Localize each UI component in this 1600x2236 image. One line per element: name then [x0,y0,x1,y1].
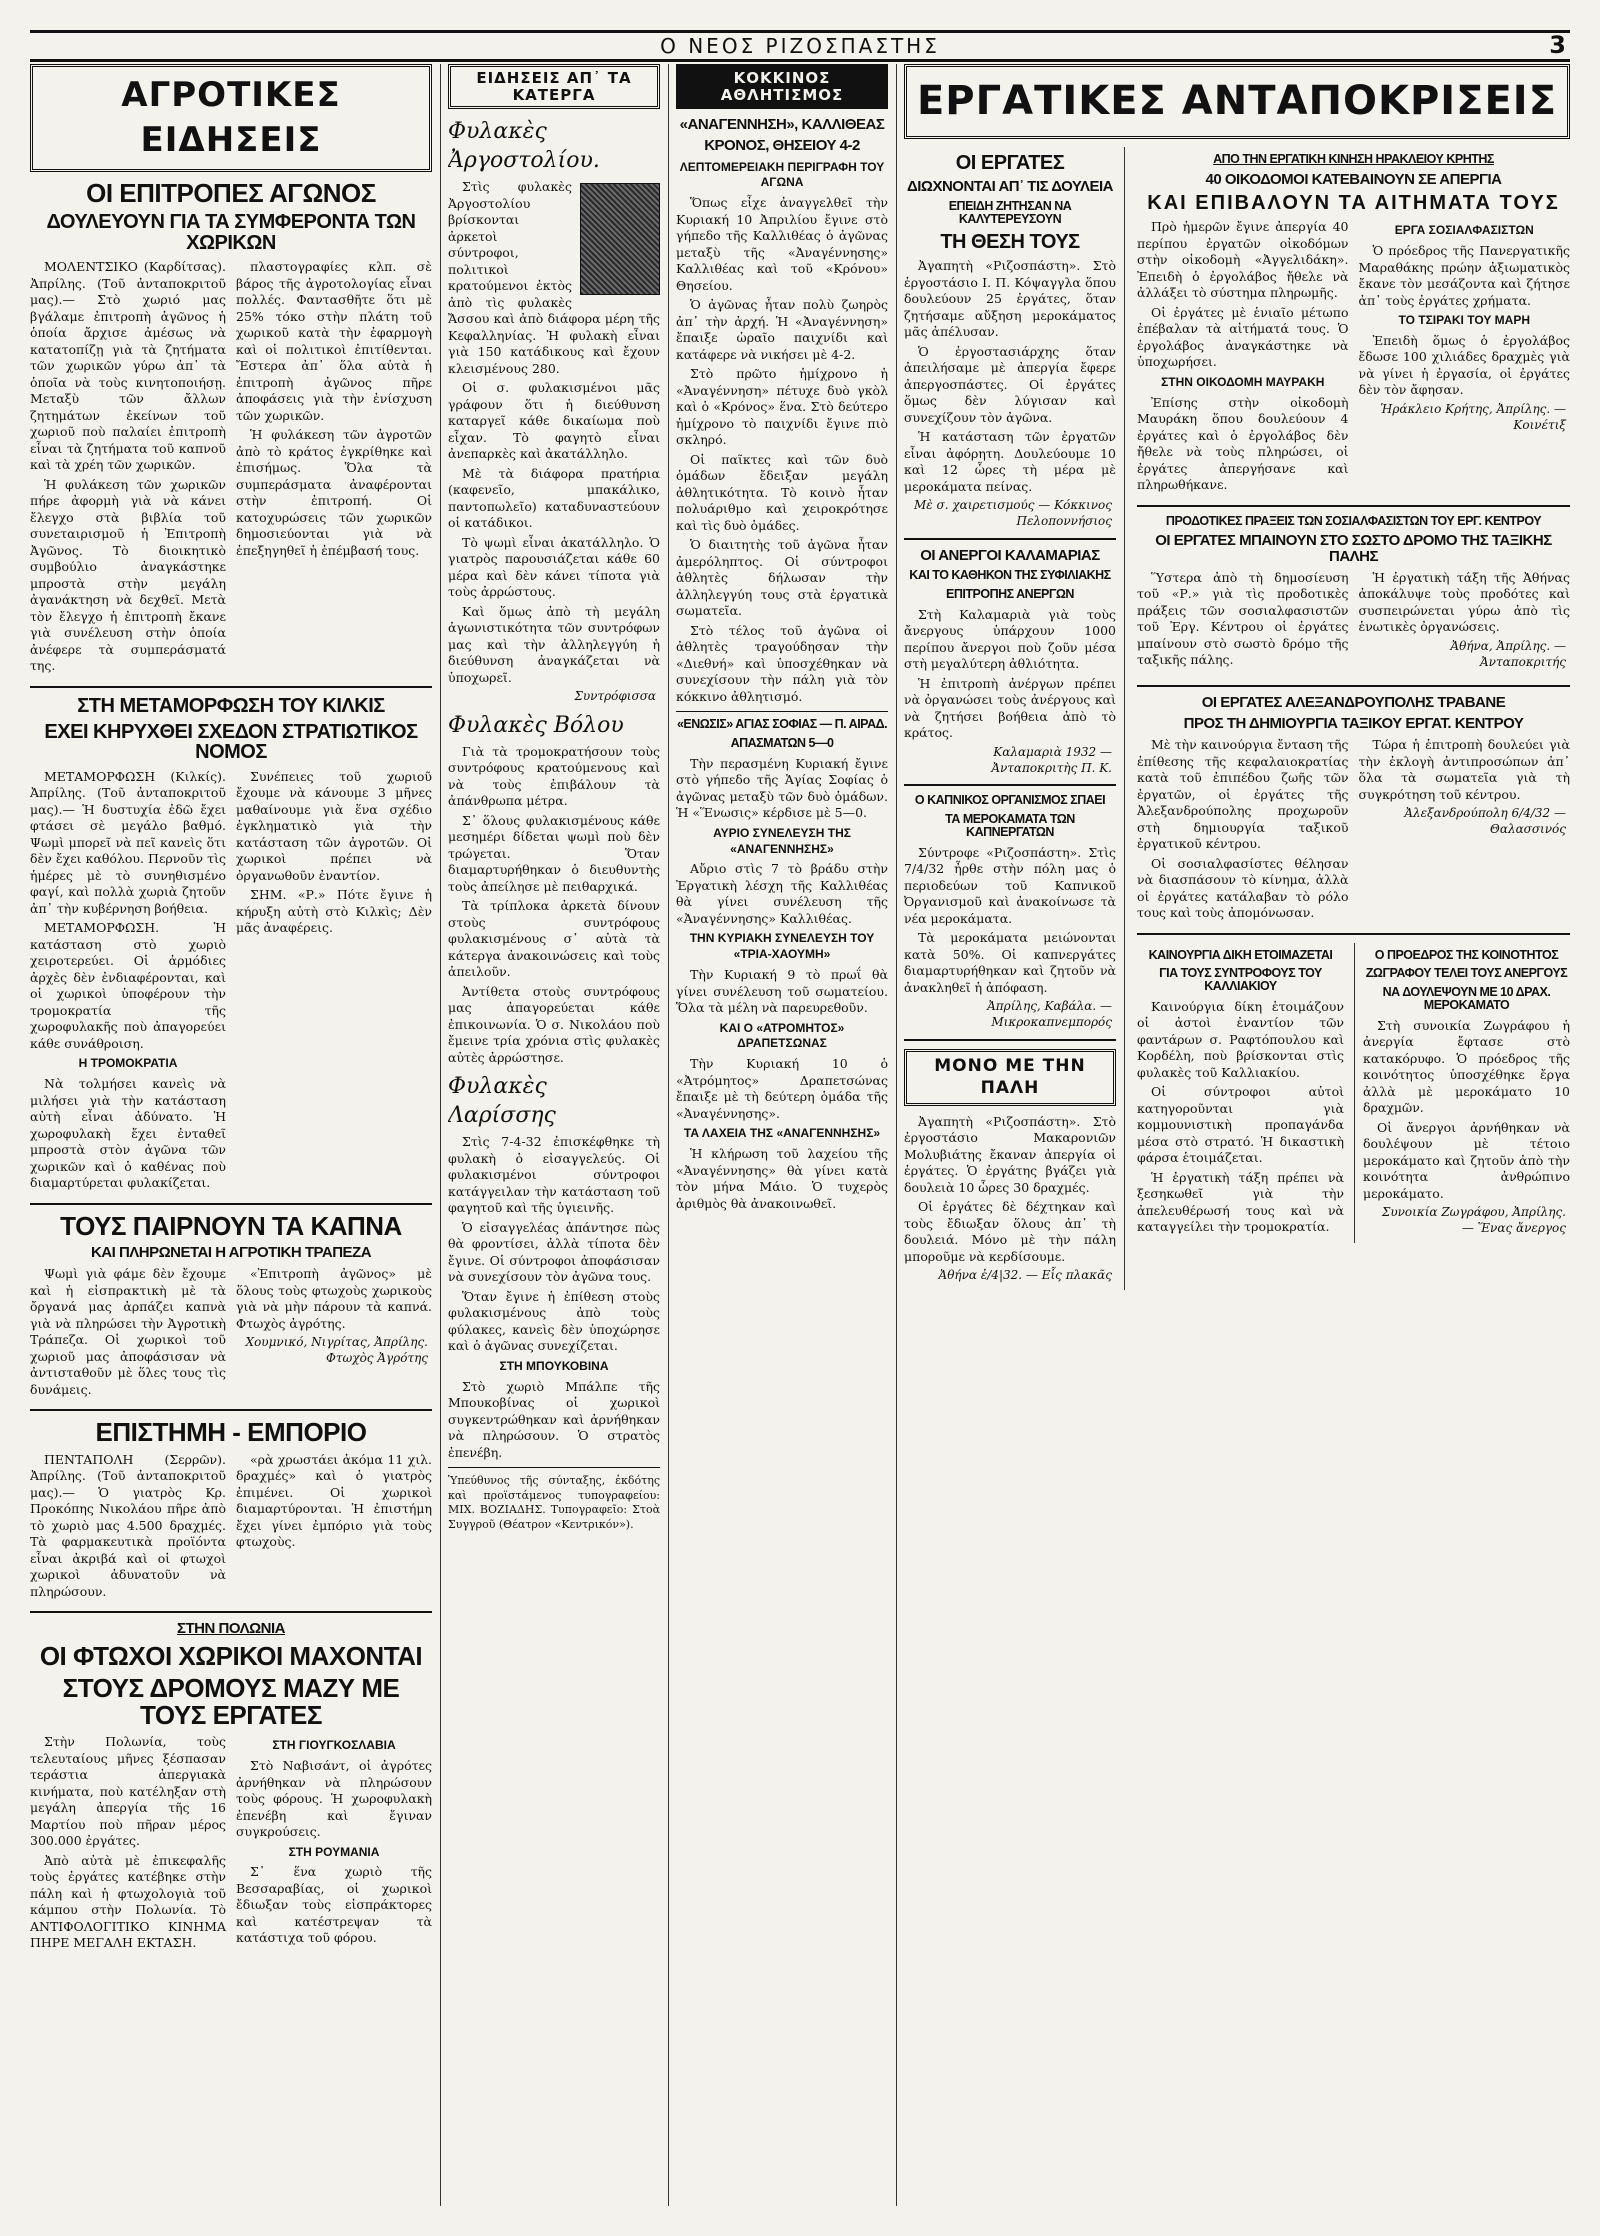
paragraph: πλαστογραφίες κλπ. σὲ βάρος τῆς ἀγροτολογίας εἶναι πολλές. Φαντασθῆτε ὅτι μὲ 25% τόκο στὴν πλάτη τοῦ χωρικοῦ κατὰ τὴν ἐφαρμογὴ καὶ οἱ πολιτικοὶ ἐπιτίθενται. Ἔστερα ἀπ᾿ ὅλα αὐτὰ ἡ ἐπιτροπὴ ἀγῶνος πῆρε ἀποφάσεις γιὰ τὴν ἐνίσχυση τῶν χωρικῶν. [236,259,432,423]
paragraph: Καινούργια δίκη ἑτοιμάζουν οἱ ἀστοὶ ἐναντίον τῶν φαντάρων σ. Ραφτόπουλου καὶ Κορδέλη, ποὺ βρίσκονται στὶς φυλακὲς τοῦ Καλλιακίου. [1137,998,1344,1080]
paragraph: Ὁ πρόεδρος τῆς Πανεργατικῆς Μαραθάκης πρώην ἀξιωματικὸς ἔκανε τὸν μεσάζοντα καὶ ζήτησε ἀπ᾿ τοὺς ἐργάτες χρήματα. [1358,243,1570,308]
paragraph: Ἐπίσης στὴν οἰκοδομὴ Μαυράκη ὅπου δουλεύουν 4 ἐργάτες καὶ ὁ ἐργολάβος δὲν ἤθελε νὰ τοὺς πληρώσει, οἱ ἐργάτες ἀπεργήσανε καὶ πληρωθήκανε. [1137,394,1349,493]
headline: «ΑΝΑΓΕΝΝΗΣΗ», ΚΑΛΛΙΘΕΑΣ [679,116,885,133]
paragraph: Ἀγαπητὴ «Ριζοσπάστη». Στὸ ἐργοστάσιο Ι. Π. Κόψαγγλα ὅπου δουλεύουν 25 ἐργάτες, ὅταν ζητήσαμε αὔξηση μεροκάματος μᾶς ἀπέλυσαν. [904,258,1116,340]
paragraph: ΠΕΝΤΑΠΟΛΗ (Σερρῶν). Ἀπρίλης. (Τοῦ ἀνταποκριτοῦ μας).— Ὁ γιατρὸς Κρ. Προκόπης Νικολάου πῆρε ἀπὸ τὸ χωριὸ μας 4.500 δραχμές. Τὰ φαρμακευτικὰ προϊόντα εἶναι ἀκριβά καὶ οἱ φτωχοὶ χωρικοὶ ἀδυνατοῦν νὰ πληρώσουν. [30,1451,226,1599]
paragraph: Τὴν περασμένη Κυριακή ἔγινε στὸ γήπεδο τῆς Ἁγίας Σοφίας ὁ ἀγῶνας μεταξὺ τῶν δυὸ ὁμάδων. Ἡ «Ἕνωσις» κέρδισε μὲ 5—0. [676,755,888,821]
paragraph: Στὶς 7-4-32 ἐπισκέφθηκε τὴ φυλακὴ ὁ εἰσαγγελεύς. Οἱ φυλακισμένοι σύντροφοι κατάγγειλαν τὴν κατάσταση τοῦ φαγητοῦ καὶ τῆς ὑγιεινῆς. [448,1134,660,1216]
subheading: ΣΤΗ ΜΠΟΥΚΟΒΙΝΑ [499,1358,609,1373]
paragraph: Οἱ ἄνεργοι ἀρνήθηκαν νὰ δουλέψουν μὲ τέτοιο μεροκάματο καὶ ζητοῦν ἀπὸ τὴν κοινότητα ἀνθρώπινο μεροκάματο. [1363,1119,1570,1201]
headline: ΟΙ ΕΡΓΑΤΕΣ ΑΛΕΞΑΝΔΡΟΥΠΟΛΗΣ ΤΡΑΒΑΝΕ [1201,693,1506,711]
subheading: Η ΤΡΟΜΟΚΡΑΤΙΑ [78,1056,178,1071]
paragraph: Ὁ ἐργοστασιάρχης ὅταν ἀπειλήσαμε μὲ ἀπεργία ἔφερε ἀπεργοσπάστες. Οἱ ἐργάτες ὅμως δὲν λύγισαν καὶ συνεχίζουν τὸν ἀγῶνα. [904,343,1116,425]
paragraph: Οἱ σ. φυλακισμένοι μᾶς γράφουν ὅτι ἡ διεύθυνση καταργεῖ κάθε δικαίωμα ποὺ εἶχαν. Τὸ φαγητὸ εἶναι ἀνεπαρκὲς καὶ ἀκατάλληλο. [448,380,660,462]
paragraph: Ἀγαπητὴ «Ριζοσπάστη». Στὸ ἐργοστάσιο Μακαρονιῶν Μολυβιάτης ἔκαναν ἀπεργία οἱ ἐργάτες. Ὁ ἐργάτης βγάζει γιὰ δουλειὰ 10 ὧρες 30 δραχμές. [904,1113,1116,1195]
signature: Ἀλεξανδρούπολη 6/4/32 — Θαλασσινός [1404,806,1566,836]
headline-sub: ΔΟΥΛΕΥΟΥΝ ΓΙΑ ΤΑ ΣΥΜΦΕΡΟΝΤΑ ΤΩΝ ΧΩΡΙΚΩΝ [46,211,416,254]
headline-sub: ΓΙΑ ΤΟΥΣ ΣΥΝΤΡΟΦΟΥΣ ΤΟΥ ΚΑΛΛΙΑΚΙΟΥ [1159,966,1322,994]
headline-sub: ΕΧΕΙ ΚΗΡΥΧΘΕΙ ΣΧΕΔΟΝ ΣΤΡΑΤΙΩΤΙΚΟΣ ΝΟΜΟΣ [44,720,418,764]
paragraph: Καὶ ὅμως ἀπὸ τὴ μεγάλη ἀγωνιστικότητα τῶν συντρόφων μας καὶ τὴν ἀλληλεγγύη ἡ διεύθυνση ἀναγκάζεται νὰ ὑποχωρεῖ. [448,603,660,685]
editor-note: ΣΗΜ. «Ρ.» Πότε ἔγινε ἡ κήρυξη αὐτὴ στὸ Κιλκὶς; Δὲν μᾶς ἀναφέρεις. [236,887,432,936]
newspaper-title: Ο ΝΕΟΣ ΡΙΖΟΣΠΑΣΤΗΣ [646,34,954,58]
paragraph: Ὁ ἀγῶνας ἦταν πολὺ ζωηρὸς ἀπ᾿ τὴν ἀρχή. Ἡ «Ἀναγέννηση» ἔπαιξε ὡραῖο παιχνίδι καὶ κατάφερε νὰ νικήσει μὲ 4-2. [676,297,888,362]
headline-sub: ΚΑΙ ΕΠΙΒΑΛΟΥΝ ΤΑ ΑΙΤΗΜΑΤΑ ΤΟΥΣ [1147,191,1560,214]
headline: ΚΑΙΝΟΥΡΓΙΑ ΔΙΚΗ ΕΤΟΙΜΑΖΕΤΑΙ [1148,947,1333,962]
paragraph: Τώρα ἡ ἐπιτροπὴ δουλεύει γιὰ τὴν ἐκλογὴ ἀντιπροσώπων ἀπ᾿ ὅλα τὰ σωματεῖα γιὰ τὴ συγκρότηση τοῦ κέντρου. [1358,737,1570,802]
headline: ΣΤΗ ΜΕΤΑΜΟΡΦΩΣΗ ΤΟΥ ΚΙΛΚΙΣ [77,694,385,717]
subheading: ΤΟ ΤΣΙΡΑΚΙ ΤΟΥ ΜΑΡΗ [1398,313,1531,328]
paragraph: Ἡ φυλάκεση τῶν χωρικῶν πήρε ἀφορμὴ γιὰ νὰ κάνει ἔλεγχο στὰ βιβλία τοῦ συνεταιρισμοῦ ἡ Ἐπιτροπὴ Ἀγῶνος. Τὸ διοικητικὸ συμβούλιο ἀναγκάστηκε μπροστὰ στὴν μεγάλη ἀγανάκτηση νὰ δεχθεῖ. Μετὰ τὸν ἔλεγχο ἡ ἐπιτροπὴ ἔκανε γιὰ συνέλευση στὴν ὁποία ἀνέφερε τὰ συμπεράσματά της. [30,476,226,674]
headline: Φυλακὲς Λαρίσσης [448,1074,556,1129]
signature: Συνοικία Ζωγράφου, Ἀπρίλης. — Ἕνας ἄνεργος [1381,1205,1566,1235]
section-header-agricultural: ΑΓΡΟΤΙΚΕΣ ΕΙΔΗΣΕΙΣ [30,64,432,172]
subheading: ΤΑ ΛΑΧΕΙΑ ΤΗΣ «ΑΝΑΓΕΝΝΗΣΗΣ» [683,1126,881,1141]
paragraph: Ὁ εἰσαγγελέας ἀπάντησε πὼς θὰ φροντίσει, ἀλλὰ τίποτα δὲν ἔγινε. Οἱ σύντροφοι ἀποφάσισαν νὰ συνεχίσουν τὸν ἀγῶνα τους. [448,1219,660,1285]
headline: Ο ΠΡΟΕΔΡΟΣ ΤΗΣ ΚΟΙΝΟΤΗΤΟΣ [1374,947,1559,962]
article-argostoli-prison [448,117,660,705]
paragraph: Στὸ πρῶτο ἡμίχρονο ἡ «Ἀναγέννηση» πέτυχε δυὸ γκὸλ καὶ ὁ «Κρόνος» ἕνα. Στὸ δεύτερο ἡμίχρονο τὸ παιχνίδι ἔγινε πιὸ σκληρό. [676,366,888,448]
paragraph: Οἱ σύντροφοι αὐτοὶ κατηγοροῦνται γιὰ κομμουνιστικὴ προπαγάνδα μέσα στὸ στρατό. Ἡ δικαστικὴ φάρσα ἑτοιμάζεται. [1137,1084,1344,1166]
article-zografou-president [1354,943,1570,1243]
article-alexandroupoli-workers [1137,695,1570,925]
subheading: ΣΤΗ ΓΙΟΥΓΚΟΣΛΑΒΙΑ [272,1738,396,1753]
headline: ΟΙ ΕΠΙΤΡΟΠΕΣ ΑΓΩΝΟΣ [86,177,376,208]
paragraph: Στὶς φυλακὲς Ἀργοστολίου βρίσκονται ἀρκετοὶ σύντροφοι, πολιτικοὶ κρατούμενοι ἐκτὸς ἀπὸ τὶς φυλακὲς Ἄσσου καὶ ἀπὸ διάφορα μέρη τῆς Κεφαλληνίας. Ἡ φυλακὴ εἶναι γιὰ 150 κατάδικους καὶ ἔχουν κλεισμένους 280. [448,179,660,376]
article-workers-fired [904,153,1116,530]
paragraph: Στὸ Ναβισάντ, οἱ ἀγρότες ἀρνήθηκαν νὰ πληρώσουν τοὺς φόρους. Ἡ χωροφυλακὴ ἐπενέβη καὶ ἔγιναν συγκρούσεις. [236,1758,432,1840]
headline: ΟΙ ΕΡΓΑΤΕΣ [955,151,1065,174]
imprint: Ὑπεύθυνος τῆς σύνταξης, ἐκδότης καὶ προϊστάμενος τυπογραφείου: ΜΙΧ. ΒΟΖΙΑΔΗΣ. Τυπογραφεῖο: Στοὰ Συγγροῦ (Θέατρον «Κεντρικόν»). [448,1474,660,1531]
kicker: ΣΤΗΝ ΠΟΛΩΝΙΑ [177,1620,285,1638]
subheading: ΚΑΙ Ο «ΑΤΡΟΜΗΤΟΣ» ΔΡΑΠΕΤΣΩΝΑΣ [719,1020,845,1051]
headline-sub: ΕΠΙΤΡΟΠΗΣ ΑΝΕΡΓΩΝ [946,587,1074,602]
headline-sub: ΕΠΕΙΔΗ ΖΗΤΗΣΑΝ ΝΑ ΚΑΛΥΤΕΡΕΥΣΟΥΝ [948,199,1072,227]
section-header-prisons: ΕΙΔΗΣΕΙΣ ΑΠ᾿ ΤΑ ΚΑΤΕΡΓΑ [448,64,660,109]
headline-sub: ΚΑΙ ΠΛΗΡΩΝΕΤΑΙ Η ΑΓΡΟΤΙΚΗ ΤΡΑΠΕΖΑ [90,1244,372,1262]
headline-sub: ΟΙ ΕΡΓΑΤΕΣ ΜΠΑΙΝΟΥΝ ΣΤΟ ΣΩΣΤΟ ΔΡΟΜΟ ΤΗΣ ΤΑΞΙΚΗΣ ΠΑΛΗΣ [1155,532,1552,565]
paragraph: Τὴν Κυριακή 10 ὁ «Ἀτρόμητος» Δραπετσώνας ἔπαιξε μὲ τὴ δεύτερη ὁμάδα τῆς «Ἀναγέννησης». [676,1056,888,1121]
headline-sub: ΣΤΟΥΣ ΔΡΟΜΟΥΣ ΜΑΖΥ ΜΕ ΤΟΥΣ ΕΡΓΑΤΕΣ [62,1673,400,1730]
headline: ΟΙ ΦΤΩΧΟΙ ΧΩΡΙΚΟΙ ΜΑΧΟΝΤΑΙ [39,1640,423,1671]
signature: Χουμνικό, Νιγρίτας, Ἀπρίλης. Φτωχὸς Ἀγρότης [245,1335,428,1366]
headline-sub: ΝΑ ΔΟΥΛΕΨΟΥΝ ΜΕ 10 ΔΡΑΧ. ΜΕΡΟΚΑΜΑΤΟ [1382,985,1551,1012]
paragraph: Ἀντίθετα στοὺς συντρόφους μας ἀπαγορεύεται κάθε ἐπικοινωνία. Ὁ σ. Νικολάου ποὺ ἔμεινε τρία χρόνια στὶς φυλακὲς αὐτὲς ἀρρώστησε. [448,983,660,1065]
paragraph: Οἱ παῖκτες καὶ τῶν δυὸ ὁμάδων ἔδειξαν μεγάλη ἀθλητικότητα. Τὸ κοινὸ ἦταν πολυάριθμο καὶ χειροκρότησε καὶ τὶς δυὸ ὁμάδες. [676,451,888,533]
headline-sub: ΠΡΟΣ ΤΗ ΔΗΜΙΟΥΡΓΙΑ ΤΑΞΙΚΟΥ ΕΡΓΑΤ. ΚΕΝΤΡΟΥ [1183,714,1524,732]
paragraph: «Ἐπιτροπὴ ἀγῶνος» μὲ ὅλους τοὺς φτωχοὺς χωρικοὺς γιὰ νὰ μὴν πάρουν τὰ καπνά. Φτωχὸς ἀγρότης. [236,1266,432,1331]
paragraph: Τὸ ψωμὶ εἶναι ἀκατάλληλο. Ὁ γιατρὸς παρουσιάζεται κάθε 60 μέρα καὶ δὲν κάνει τίποτα γιὰ τοὺς ἀρρώστους. [448,534,660,600]
paragraph: Ὅταν ἔγινε ἡ ἐπίθεση στοὺς φυλακισμένους ἀπὸ τοὺς φύλακες, κανεὶς δὲν ὑποχώρησε καὶ ὁ ἀγῶνας συνεχίζεται. [448,1288,660,1354]
paragraph: «ρὰ χρωστάει ἀκόμα 11 χιλ. δραχμές» καὶ ὁ γιατρὸς ἐπιμένει. Οἱ χωρικοὶ διαμαρτύρονται. Ἡ ἐπιστήμη ἔχει γίνει ἐμπόριο γιὰ τοὺς φτωχοὺς. [236,1451,432,1550]
section-header-workers: ΕΡΓΑΤΙΚΕΣ ΑΝΤΑΠΟΚΡΙΣΕΙΣ [904,64,1570,139]
headline-sub: ΤΗ ΘΕΣΗ ΤΟΥΣ [940,230,1080,253]
article-enosis-agia-sofia [676,718,888,1212]
paragraph: Σύντροφε «Ριζοσπάστη». Στὶς 7/4/32 ἦρθε στὴν πόλη μας ὁ περιοδεύων τοῦ Καπνικοῦ Ὀργανισμοῦ καὶ ἀνακοίνωσε τὰ νέα μεροκάματα. [904,844,1116,926]
paragraph: Ἡ κατάσταση τῶν ἐργατῶν εἶναι ἀφόρητη. Δουλεύουμε 10 καὶ 12 ὧρες τὴ μέρα μὲ μεροκάματα πείνας. [904,429,1116,494]
paragraph: Ἡ ἐργατικὴ τάξη τῆς Ἀθήνας ἀποκάλυψε τοὺς προδότες καὶ συσπειρώνεται γύρω ἀπὸ τὶς ἑνωτικὲς ὀργανώσεις. [1358,569,1570,635]
headline: ΠΡΟΔΟΤΙΚΕΣ ΠΡΑΞΕΙΣ ΤΩΝ ΣΟΣΙΑΛΦΑΣΙΣΤΩΝ ΤΟΥ ΕΡΓ. ΚΕΝΤΡΟΥ [1165,513,1542,528]
paragraph: Ψωμὶ γιὰ φάμε δὲν ἔχουμε καὶ ἡ εἰσπρακτικὴ μὲ τὰ ὄργανά μας ἀρπάζει καπνὰ γιὰ νὰ πληρώσει τὴν Ἀγροτικὴ Τράπεζα. Οἱ χωρικοὶ τοῦ χωριοῦ μας ἀποφάσισαν νὰ ἀντισταθοῦν μὲ ὅλες τους τὶς δυνάμεις. [30,1266,226,1397]
subcolumn-left [904,147,1125,1290]
article-kilkis-martial-law [30,696,432,1195]
signature: Καλαμαριὰ 1932 — Ἀνταποκριτὴς Π. Κ. [991,744,1112,775]
portrait-image [580,183,660,295]
paragraph: ΜΕΤΑΜΟΡΦΩΣΗ (Κιλκίς). Ἀπρίλης. (Τοῦ ἀνταποκριτοῦ μας).— Ἡ δυστυχία ἐδῶ ἔχει φτάσει σὲ μεγάλο βαθμό. Ψωμὶ μπορεῖ νὰ πεῖ κανεὶς ὅτι δὲν ἔχει καθόλου. Περνοῦν τὶς ἡμέρες μὲ τὸ συνηθισμένο φαγί, καὶ πολλὰ χωριὰ ζητοῦν ἀπ᾿ τὴν κυβέρνηση βοήθεια. [30,768,226,916]
headline-sub: ΑΠΑΣΜΑΤΩΝ 5—0 [730,736,834,750]
paragraph: Στὴ Καλαμαριὰ γιὰ τοὺς ἄνεργους ὑπάρχουν 1000 περίπου ἄνεργοι ποὺ ζοῦν μέσα στὴ μεγαλύτερη ἀθλιότητα. [904,606,1116,672]
headline: ΜΟΝΟ ΜΕ ΤΗΝ ΠΑΛΗ [904,1049,1116,1106]
signature: Μὲ σ. χαιρετισμούς — Κόκκινος Πελοποννήσιος [913,498,1112,529]
paragraph: Ἡ ἐπιτροπὴ ἀνέργων πρέπει νὰ ὀργανώσει τοὺς ἀνέργους καὶ νὰ ζητήσει βοήθεια ἀπὸ τὸ κράτος. [904,675,1116,741]
paragraph: Πρὸ ἡμερῶν ἔγινε ἀπεργία 40 περίπου ἐργατῶν οἰκοδόμων στὴν οἰκοδομὴ «Ἀγγελιδάκη». Ἐπειδὴ ὁ ἐργολάβος ἤθελε νὰ ἀλλάξει τὸ σύστημα πληρωμῆς. [1137,219,1349,301]
paragraph: Στὸ χωριὸ Μπάλπε τῆς Μπουκοβίνας οἱ χωρικοὶ συγκεντρώθηκαν καὶ ἀρνήθηκαν νὰ πληρώσουν. Ὁ στρατὸς ἐπενέβη. [448,1378,660,1460]
article-only-with-struggle [904,1049,1116,1284]
headline: ΟΙ ΑΝΕΡΓΟΙ ΚΑΛΑΜΑΡΙΑΣ [920,547,1100,565]
signature: Ἀθήνα ἐ/4|32. — Εἷς πλακᾶς [938,1268,1112,1283]
article-science-commerce [30,1419,432,1603]
paragraph: Ἡ φυλάκεση τῶν ἀγροτῶν ἀπὸ τὸ κράτος ἐγκρίθηκε καὶ ἐπισήμως. Ὅλα τὰ συμπεράσματα ἀναφέρονται στὴν ἐπιτροπή. Οἱ κατοχυρώσεις τῶν χωρικῶν δημοσιεύονται γιὰ νὰ ἐπεξηγηθεῖ ἡ ἐπέμβασή τους. [236,427,432,558]
paragraph: Συνέπειες τοῦ χωριοῦ ἔχουμε νὰ κάνουμε 3 μῆνες μαθαίνουμε γιὰ ἕνα σχέδιο ἐγκληματικὸ γιὰ τὴν κατάσταση τῶν ἀγροτῶν. Οἱ χωρικοὶ πρέπει νὰ ὀργανωθοῦν ἐναντίον. [236,768,432,883]
paragraph: Σ᾿ ὅλους φυλακισμένους κάθε μεσημέρι δίδεται ψωμὶ ποὺ δὲν τρώγεται. Ὅταν διαμαρτυρήθηκαν ὁ διευθυντὴς τοὺς ἀπείλησε μὲ πειθαρχικά. [448,812,660,894]
paragraph: Στὸ τέλος τοῦ ἀγῶνα οἱ ἀθλητὲς τραγούδησαν τὴν «Διεθνή» καὶ ὑποσχέθηκαν νὰ συνεχίσουν τὴν πάλη γιὰ τὸν κόκκινο ἀθλητισμό. [676,622,888,704]
article-volos-prison [448,711,660,1067]
article-tobacco-organization [904,794,1116,1030]
section-header-sports: ΚΟΚΚΙΝΟΣ ΑΘΛΗΤΙΣΜΟΣ [676,64,888,109]
paragraph: Ἀπὸ αὐτὰ μὲ ἐπικεφαλῆς τοὺς ἐργάτες κατέβηκε στὴν πάλη καὶ ἡ φτωχολογιὰ τοῦ κάμπου στὴν Πολωνία. Τὸ ΑΝΤΙΦΟΛΟΓΙΤΙΚΟ ΚΙΝΗΜΑ ΠΗΡΕ ΜΕΓΑΛΗ ΕΚΤΑΣΗ. [30,1852,226,1951]
paragraph: Ὅπως εἶχε ἀναγγελθεῖ τὴν Κυριακή 10 Ἀπριλίου ἔγινε στὸ γήπεδο τῆς Καλλιθέας ὁ ἀγῶνας μεταξὺ τῆς «Ἀναγέννησης» Καλλιθέας καὶ τοῦ «Κρόνου» Θησείου. [676,195,888,293]
subheading: ΣΤΗΝ ΟΙΚΟΔΟΜΗ ΜΑΥΡΑΚΗ [1161,374,1325,389]
paragraph: Οἱ ἐργάτες δὲ δέχτηκαν καὶ τοὺς ἔδιωξαν ὅλους ἀπ᾿ τὴ δουλειά. Μόνο μὲ τὴν πάλη μποροῦμε νὰ κερδίσουμε. [904,1199,1116,1264]
paragraph: Ἡ ἐργατικὴ τάξη πρέπει νὰ ξεσηκωθεῖ γιὰ τὴν ἀπελευθέρωσή τους καὶ νὰ καταγγείλει τὴν τρομοκρατία. [1137,1169,1344,1235]
masthead [30,30,1570,62]
subheading: ΣΤΗ ΡΟΥΜΑΝΙΑ [288,1844,380,1859]
paragraph: Νὰ τολμήσει κανεὶς νὰ μιλήσει γιὰ τὴν κατάσταση αὐτὴ εἶναι ἀδύνατο. Ἡ χωροφυλακὴ ἔχει ἐνταθεῖ μπροστὰ στὸν ἀγῶνα τῶν χωρικῶν καὶ ὁ καθένας ποὺ διαμαρτύρεται φυλακίζεται. [30,1076,226,1191]
paragraph: Τὴν Κυριακή 9 τὸ πρωΐ θὰ γίνει συνέλευση τοῦ σωματείου. Ὅλα τὰ μέλη νὰ παρευρεθοῦν. [676,967,888,1016]
headline: Φυλακὲς Βόλου [448,712,624,738]
headline-sub: ΔΙΩΧΝΟΝΤΑΙ ΑΠ᾿ ΤΙΣ ΔΟΥΛΕΙΑ [906,178,1114,196]
paragraph: Στὴν Πολωνία, τοὺς τελευταίους μῆνες ξέσπασαν τεράστια ἀπεργιακὰ κινήματα, ποὺ κατέληξαν στὴ μεγάλη ἀπεργία τῆς 16 Μαρτίου ποὺ πῆραν μέρος 300.000 ἐργάτες. [30,1734,226,1849]
article-heraklion-builders [1137,153,1570,497]
subcolumn-right [1137,147,1570,1290]
article-larissa-prison [448,1072,660,1532]
paragraph: Ὁ διαιτητὴς τοῦ ἀγῶνα ἦταν ἀμερόληπτος. Οἱ σύντροφοι ἀθλητὲς δήλωσαν τὴν ἀλληλεγγύη τους στὰ ἐργατικὰ σωματεῖα. [676,537,888,619]
article-struggle-committees [30,177,432,678]
subheading: ΤΗΝ ΚΥΡΙΑΚΗ ΣΥΝΕΛΕΥΣΗ ΤΟΥ «ΤΡΙΑ-ΧΑΟΥΜΗ» [689,931,875,962]
page-number: 3 [1549,31,1566,59]
subheading: ΕΡΓΑ ΣΟΣΙΑΛΦΑΣΙΣΤΩΝ [1394,223,1534,238]
headline: «ΕΝΩΣΙΣ» ΑΓΙΑΣ ΣΟΦΙΑΣ — Π. ΑΙΡΑΔ. [676,717,888,732]
headline: ΤΟΥΣ ΠΑΙΡΝΟΥΝ ΤΑ ΚΑΠΝΑ [60,1210,402,1241]
article-tobacco [30,1210,432,1402]
paragraph: Στὴ συνοικία Ζωγράφου ἡ ἀνεργία ἔφτασε στὸ κατακόρυφο. Ὁ πρόεδρος τῆς κοινότητος ὑποσχέθηκε ἔργα ἀλλὰ μὲ μεροκάματο 10 δραχμῶν. [1363,1017,1570,1116]
paragraph: Οἱ σοσιαλφασίστες θέλησαν νὰ διασπάσουν τὸ κίνημα, ἀλλὰ οἱ ἐργάτες κατάλαβαν τὸ ρόλο τους καὶ τοὺς ἀπομόνωσαν. [1137,855,1349,921]
headline-sub: ΚΑΙ ΤΟ ΚΑΘΗΚΟΝ ΤΗΣ ΣΥΦΙΛΙΑΚΗΣ [909,568,1111,583]
paragraph: Τὰ μεροκάματα μειώνονται κατὰ 50%. Οἱ καπνεργάτες διαμαρτυρήθηκαν καὶ ζητοῦν νὰ ἀνακληθεῖ ἡ ἀπόφαση. [904,930,1116,995]
paragraph: Αὔριο στὶς 7 τὸ βράδυ στὴν Ἐργατικὴ λέσχη τῆς Καλλιθέας θὰ γίνει συνέλευση τῆς «Ἀναγέννησης» Καλλιθέας. [676,861,888,926]
headline-sub: ΤΑ ΜΕΡΟΚΑΜΑΤΑ ΤΩΝ ΚΑΠΝΕΡΓΑΤΩΝ [945,812,1075,839]
column-red-sports [676,64,888,2206]
paragraph: Μὲ τὰ διάφορα πρατήρια (καφενεῖο, μπακάλικο, παντοπωλεῖο) καταδυναστεύουν οἱ κατάδικοι. [448,465,660,531]
paragraph: Ἡ κλήρωση τοῦ λαχείου τῆς «Ἀναγέννησης» θὰ γίνει κατὰ τὸν μήνα Μάιο. Ὁ τυχερὸς ἀριθμὸς θὰ ἀνακοινωθεῖ. [676,1146,888,1211]
article-anagennisi-kronos [676,117,888,705]
article-poland [30,1621,432,1954]
article-social-fascists [1137,515,1570,677]
kicker: ΑΠΟ ΤΗΝ ΕΡΓΑΤΙΚΗ ΚΙΝΗΣΗ ΗΡΑΚΛΕΙΟΥ ΚΡΗΤΗΣ [1213,151,1494,166]
paragraph: Ἐπειδὴ ὅμως ὁ ἐργολάβος ἔδωσε 100 χιλιάδες δραχμὲς γιὰ νὰ γίνει ἡ ἐργασία, οἱ ἐργάτες δὲν τὸν ἄφησαν. [1358,332,1570,398]
column-agricultural-news [30,64,432,2206]
headline-sub: ΖΩΓΡΑΦΟΥ ΤΕΛΕΙ ΤΟΥΣ ΑΝΕΡΓΟΥΣ [1365,966,1568,981]
paragraph: Γιὰ τὰ τρομοκρατήσουν τοὺς συντρόφους κρατούμενους καὶ νὰ τοὺς ἐπιβάλουν τὰ ἀπάνθρωπα μέτρα. [448,743,660,809]
headline: 40 ΟΙΚΟΔΟΜΟΙ ΚΑΤΕΒΑΙΝΟΥΝ ΣΕ ΑΠΕΡΓΙΑ [1205,170,1502,188]
paragraph: Τὰ τρίπλοκα ἀρκετὰ δίνουν στοὺς συντρόφους φυλακισμένους σ᾿ αὐτὰ τὰ κάτεργα ἀνακοινώσεις καὶ τοὺς ἀπειλοῦν. [448,898,660,980]
headline: Ο ΚΑΠΝΙΚΟΣ ΟΡΓΑΝΙΣΜΟΣ ΣΠΑΕΙ [914,793,1106,808]
paragraph: Μὲ τὴν καινούργια ἔνταση τῆς ἐπίθεσης τῆς κεφαλαιοκρατίας κατὰ τοῦ ἐπιπέδου ζωῆς τῶν ἐργατῶν, οἱ ἐργάτες τῆς Ἀλεξανδρούπολης προχωροῦν στὴ δημιουργία ταξικοῦ ἐργατικοῦ κέντρου. [1137,737,1349,852]
column-workers-reports [904,64,1570,2206]
article-new-trial [1137,943,1344,1243]
paragraph: Ὕστερα ἀπὸ τὴ δημοσίευση τοῦ «Ρ.» γιὰ τὶς προδοτικὲς πράξεις τῶν σοσιαλφασιστῶν τοῦ Ἐργ. Κέντρου οἱ ἐργάτες μπαίνουν στὸ σωστὸ δρόμο τῆς ταξικῆς πάλης. [1137,569,1349,668]
paragraph: ΜΕΤΑΜΟΡΦΩΣΗ. Ἡ κατάσταση στὸ χωριὸ χειροτερεύει. Οἱ ἀρμόδιες ἀρχὲς δὲν ἐνδιαφέρονται, καὶ οἱ χωρικοὶ ὑποφέρουν τὴν τρομοκρατία τῆς χωροφυλακῆς ποὺ ἀπαγορεύει κάθε συνάθροιση. [30,920,226,1051]
paragraph: Σ᾿ ἕνα χωριὸ τῆς Βεσσαραβίας, οἱ χωρικοὶ ἔδιωξαν τοὺς εἰσπράκτορες καὶ κατέστρεψαν τὰ κατάστιχα τοῦ φόρου. [236,1864,432,1946]
signature: Ἀπρίλης, Καβάλα. — Μικροκαπνεμπορός [987,999,1112,1030]
headline: ΕΠΙΣΤΗΜΗ - ΕΜΠΟΡΙΟ [95,1417,367,1448]
signature: Συντρόφισσα [574,689,656,704]
headline: Φυλακὲς Ἀργοστολίου. [448,119,600,174]
article-kalamaria-unemployed [904,548,1116,776]
signature: Ἀθήνα, Ἀπρίλης. — Ἀνταποκριτής [1450,638,1566,669]
subheading: ΑΥΡΙΟ ΣΥΝΕΛΕΥΣΗ ΤΗΣ «ΑΝΑΓΕΝΝΗΣΗΣ» [713,825,851,856]
subheading: ΛΕΠΤΟΜΕΡΕΙΑΚΗ ΠΕΡΙΓΡΑΦΗ ΤΟΥ ΑΓΩΝΑ [679,159,885,190]
signature: Ἡράκλειο Κρήτης, Ἀπρίλης. — Κοινέτιξ [1380,401,1566,432]
column-prison-news [448,64,660,2206]
paragraph: ΜΟΛΕΝΤΣΙΚΟ (Καρδίτσας). Ἀπρίλης. (Τοῦ ἀνταποκριτοῦ μας).— Στὸ χωριό μας βγάλαμε ἐπιτροπὴ ἀγῶνος ἡ ὁποία ἄρχισε ἀμέσως νὰ κατατοπίζῃ γιὰ τὰ ζητήματα τῶν χωρικῶν γύρω ἀπ᾿ τὰ ὁποῖα νὰ τοὺς κινητοποιήσῃ. Μεταξὺ τῶν ἄλλων ζητημάτων ἐκείνων τοῦ χωριοῦ ποὺ παλαίει ἐπιτροπὴ εἶναι τὰ ζητήματα τοῦ καπνοῦ καὶ τὰ χρέη τῶν χωρικῶν. [30,259,226,473]
paragraph: Οἱ ἐργάτες μὲ ἑνιαῖο μέτωπο ἐπέβαλαν τὰ αἰτήματά τους. Ὁ ἐργολάβος ἀναγκάστηκε νὰ ὑποχωρήσει. [1137,304,1349,370]
headline-sub: ΚΡΟΝΟΣ, ΘΗΣΕΙΟΥ 4-2 [704,137,860,155]
